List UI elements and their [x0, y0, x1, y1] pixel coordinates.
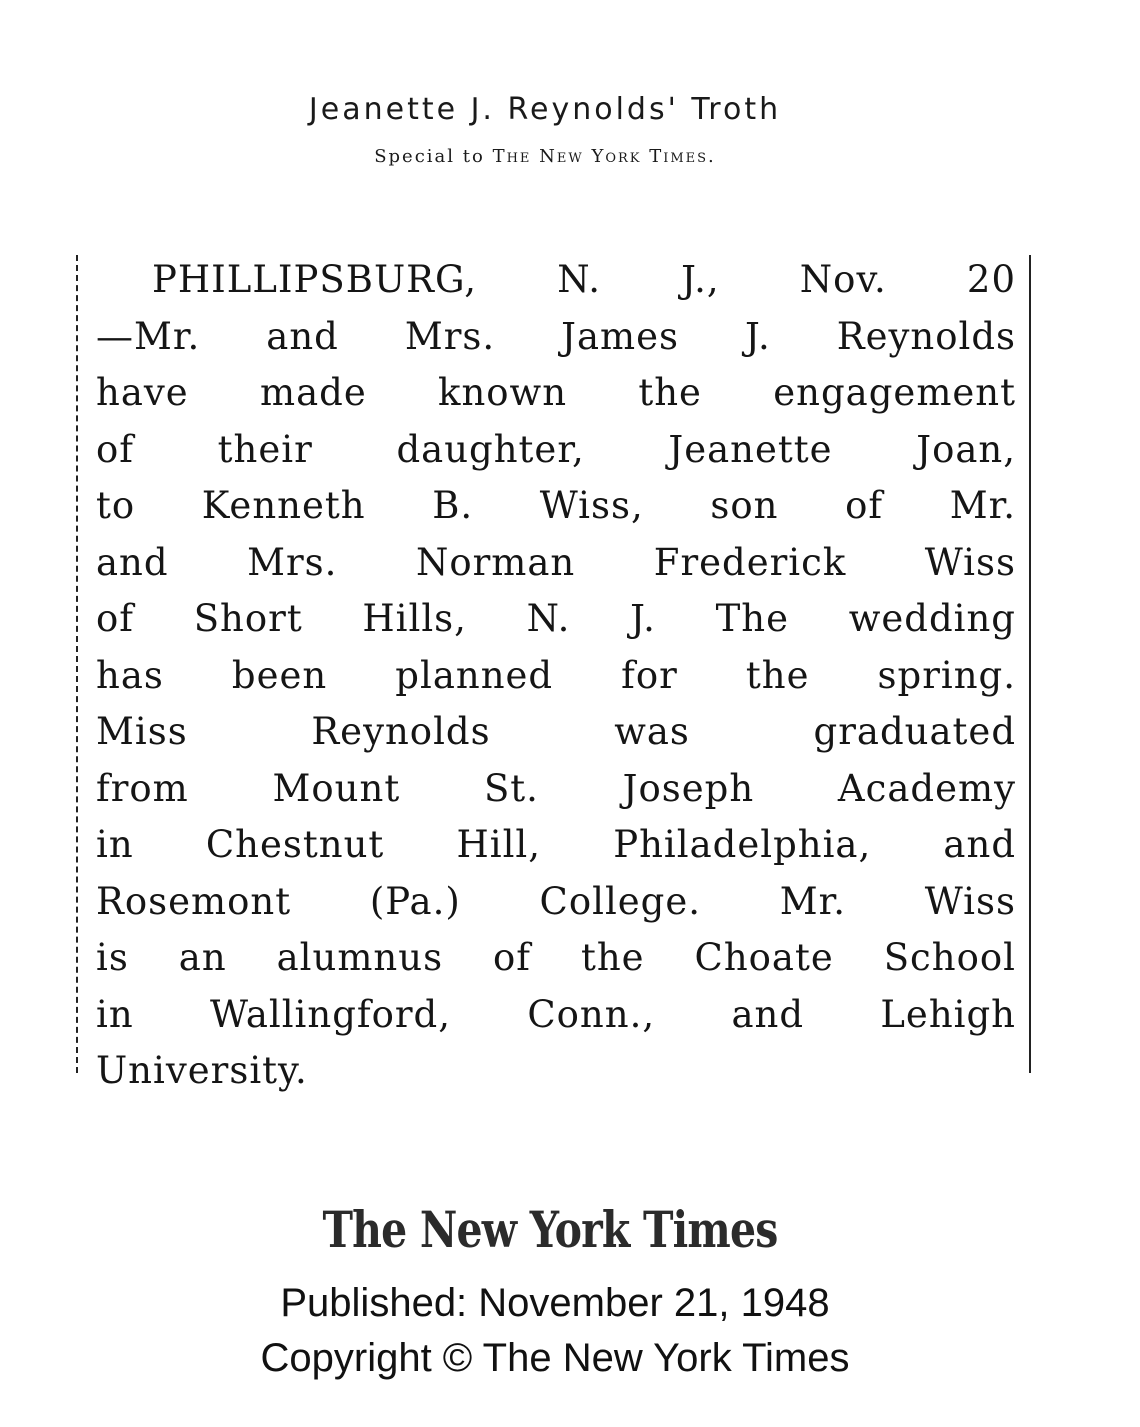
article-dek [0, 146, 1090, 167]
article-line: has been planned for the spring. [96, 653, 1016, 697]
article-body [96, 252, 1016, 1100]
article-line: Miss Reynolds was graduated [96, 710, 1016, 753]
right-column-rule [1029, 255, 1031, 1073]
article-line: Rosemont (Pa.) College. Mr. Wiss [96, 879, 1016, 923]
article-line: —Mr. and Mrs. James J. Reynolds [96, 314, 1016, 358]
article-line: have made known the engagement [96, 371, 1016, 414]
article-line: of their daughter, Jeanette Joan, [96, 427, 1016, 471]
left-column-rule [76, 255, 78, 1073]
published-date: Published: November 21, 1948 [280, 1281, 830, 1325]
copyright-notice: Copyright © The New York Times [260, 1336, 850, 1380]
article-line: in Wallingford, Conn., and Lehigh [96, 992, 1016, 1036]
article-line: from Mount St. Joseph Academy [96, 766, 1016, 810]
dek-prefix: Special to [374, 146, 485, 167]
dek-publication: The New York Times. [492, 146, 716, 167]
article-headline: Jeanette J. Reynolds' Troth [308, 92, 782, 127]
article-line: University. [96, 1049, 308, 1092]
nyt-logo: The New York Times [322, 1200, 778, 1259]
article-line: of Short Hills, N. J. The wedding [96, 597, 1016, 640]
article-line: in Chestnut Hill, Philadelphia, and [96, 823, 1016, 866]
article-line: PHILLIPSBURG, N. J., Nov. 20 [152, 258, 1016, 301]
article-line: and Mrs. Norman Frederick Wiss [96, 540, 1016, 584]
article-line: to Kenneth B. Wiss, son of Mr. [96, 484, 1016, 527]
article-line: is an alumnus of the Choate School [96, 936, 1016, 979]
